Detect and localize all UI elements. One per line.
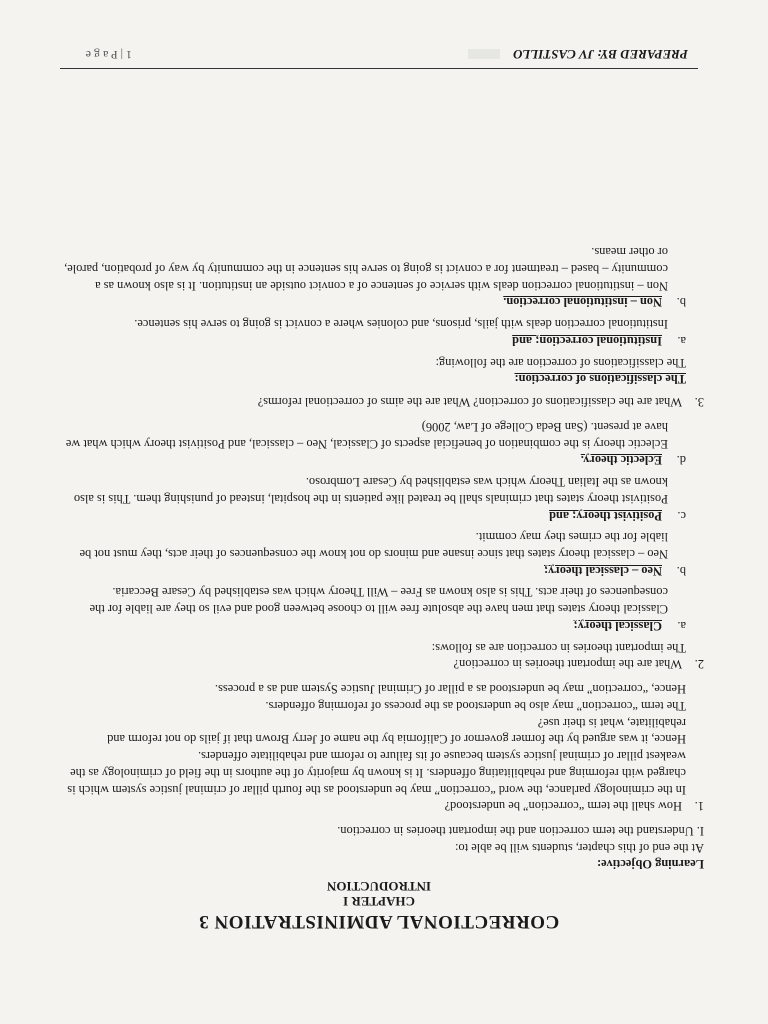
paragraph: In the criminology parlance, the word “correction” may be understood as the fourth pillar of criminal justice system which is charged with reforming and rehabilitating offenders. It is known by majority of the authors in the field of criminology as the weakest pillar of criminal justice system because of its failure to reform and rehabilitate offenders. [67,749,686,797]
question-number: 1. [694,799,704,814]
classification-heading: Institutional correction; and [512,333,662,348]
theory-heading: Eclectic theory. [580,453,662,468]
theory-item [54,529,704,579]
theory-item [54,584,704,634]
theory-heading: Classical theory; [573,618,662,633]
theory-text: Eclectic theory is the combination of beneficial aspects of Classical, Neo – classical, and Positivist theory which what we have at present. (San Beda College of Law, 2006) [65,419,668,451]
paragraph: The classifications of correction are the following: [435,355,686,370]
classification-heading: Non – institutional correction. [503,295,662,310]
item-letter: d. [676,453,686,468]
paragraph: Hence, it was argued by the former governor of California by the name of Jerry Brown that if jails do not reform and rehabilitate, what is their use? [107,715,686,747]
learning-objective-item: I. Understand the term correction and the important theories in correction. [337,824,704,839]
theory-text: Neo – classical theory states that since insane and minors do not know the consequences of their acts, they must not be liable for the crimes they may commit. [79,530,668,561]
item-letter: a. [677,618,686,633]
classification-item [54,244,704,311]
classification-item [54,315,704,348]
item-letter: a. [677,333,686,348]
theory-heading: Neo – classical theory; [543,563,662,578]
item-letter: b. [676,295,686,310]
question-number: 3. [694,395,704,410]
question-3 [54,393,704,410]
theory-item [54,473,704,523]
prepared-by: PREPARED BY: JV CASTILLO [513,47,688,62]
theory-item [54,418,704,468]
document-title: CORRECTIONAL ADMINISTRATION 3 [198,911,560,932]
chapter-label: CHAPTER I [343,894,415,910]
item-letter: b. [676,563,686,578]
paragraph: The term “correction” may also be understood as the process of reforming offenders. [265,698,686,713]
theory-text: Classical theory states that men have the absolute free will to choose between good and evil so they are liable for the consequences of their acts. This is also known as Free – Will Theory which was established by Cesare Beccaria. [89,585,668,617]
paragraph: The important theories in correction are as follows: [431,640,686,655]
question-text: What are the classifications of correction? What are the aims of correctional reforms? [257,395,682,410]
learning-objective-intro: At the end of this chapter, students will be able to: [455,840,704,855]
classifications-heading: The classifications of correction: [514,372,686,387]
question-1 [54,798,704,815]
learning-objective-label: Learning Objective: [596,857,704,872]
section-label: INTRODUCTION [327,879,432,895]
paragraph: Hence, “correction” may be understood as a pillar of Criminal Justice System and as a process. [214,682,686,697]
question-2 [54,656,704,673]
theory-heading: Positivist theory; and [549,508,662,523]
faint-stamp [468,49,500,59]
question-text: How shall the term “correction” be understood? [444,799,682,814]
page-content [54,244,704,934]
classification-text: Institutional correction deals with jails, prisons, and colonies where a convict is going to serve his sentence. [134,317,668,332]
question-text: What are the important theories in correction? [453,657,682,672]
theory-text: Positivist theory states that criminals shall be treated like patients in the hospital, instead of punishing them. This is also known as the Italian Theory which was established by Cesare Lombroso. [73,475,668,506]
page-number: 1 | P a g e [85,48,132,62]
footer-divider [60,68,698,69]
item-letter: c. [677,508,686,523]
classification-text: Non – institutional correction deals with service of sentence of a convict outside an institution. It is also known as a community – based – treatment for a convict is going to serve his sentence in the community by way of probation, parole, or other means. [64,245,668,293]
question-number: 2. [694,657,704,672]
